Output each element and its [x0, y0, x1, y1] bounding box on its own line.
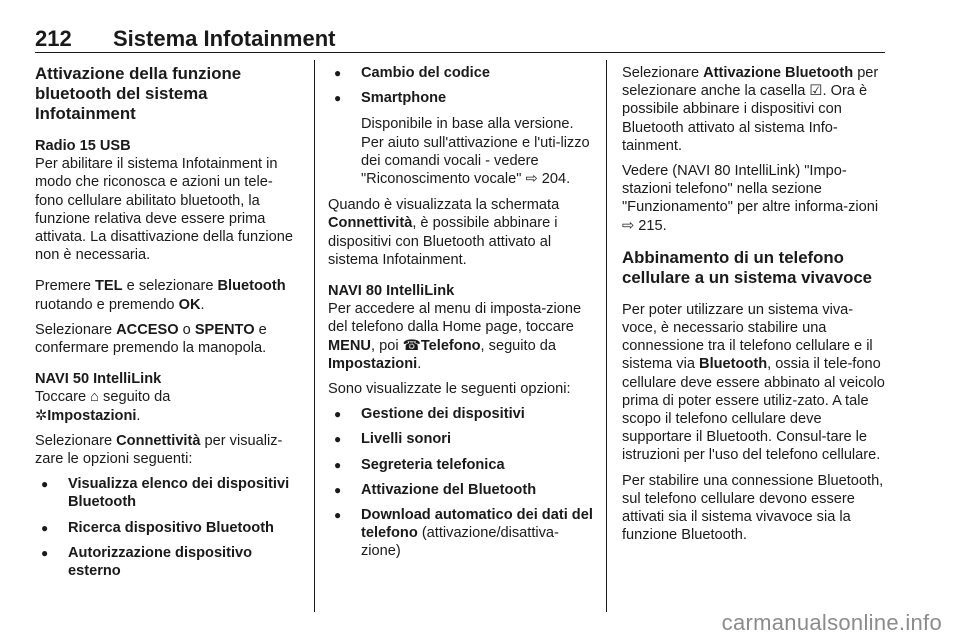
- list-item: ● Download automatico dei dati del telefono (attivazione/disattiva-zione): [328, 506, 594, 561]
- column-1: [35, 64, 300, 588]
- section-heading-pairing: Abbinamento di un telefono cellulare a un sistema vivavoce: [622, 247, 872, 287]
- phone-icon: ☎: [402, 337, 421, 354]
- paragraph: Per abilitare il sistema Infotainment in modo che riconosca e azioni un tele-fono cellulare abilitato bluetooth, la funzione relativa deve essere prima attivata. La disattivazione della funzione non è necessaria.: [35, 156, 293, 264]
- list-item: ● Livelli sonori: [328, 430, 594, 448]
- list-item: ● Attivazione del Bluetooth: [328, 481, 594, 499]
- key-ok: OK: [178, 296, 201, 313]
- list-item: ● Smartphone: [328, 89, 594, 107]
- column-divider-2: [606, 60, 607, 612]
- options-list: [328, 405, 594, 560]
- smartphone-note: Disponibile in base alla versione. Per aiuto sull'attivazione e l'uti-lizzo dei comandi vocali - vedere "Riconoscimento vocale" ⇨ 204.: [361, 116, 590, 188]
- paragraph: Selezionare Connettività per visualiz-zare le opzioni seguenti:: [35, 432, 283, 468]
- home-icon: ⌂: [90, 389, 99, 406]
- list-item: ● Autorizzazione dispositivo esterno: [35, 544, 300, 580]
- paragraph: Toccare ⌂ seguito da ✲Impostazioni.: [35, 389, 171, 424]
- menu-bluetooth: Bluetooth: [217, 278, 286, 295]
- column-2: [328, 64, 594, 569]
- subheading-navi80: NAVI 80 IntelliLink: [328, 283, 455, 300]
- page-number: 212: [35, 26, 72, 51]
- paragraph: Premere TEL e selezionare Bluetooth ruotando e premendo OK.: [35, 278, 286, 313]
- bullet-list: [35, 475, 300, 580]
- paragraph: Selezionare Attivazione Bluetooth per selezionare anche la casella ☑. Ora è possibile abbinare i dispositivi con Bluetooth attivato al sistema Info-tainment.: [622, 65, 879, 154]
- bullet-list: [328, 64, 594, 107]
- paragraph: Per stabilire una connessione Bluetooth, sul telefono cellulare devono essere attivati sia il sistema vivavoce sia la funzione Bluetooth.: [622, 472, 884, 544]
- list-item: ● Visualizza elenco dei dispositivi Bluetooth: [35, 475, 300, 511]
- section-heading-bluetooth: Attivazione della funzione bluetooth del sistema Infotainment: [35, 64, 242, 123]
- column-divider-1: [314, 60, 315, 612]
- subheading-radio: Radio 15 USB: [35, 138, 131, 154]
- list-item: ● Segreteria telefonica: [328, 456, 594, 474]
- subheading-navi50: NAVI 50 IntelliLink: [35, 371, 162, 388]
- paragraph: Sono visualizzate le seguenti opzioni:: [328, 381, 571, 398]
- paragraph: Vedere (NAVI 80 IntelliLink) "Impo-stazioni telefono" nella sezione "Funzionamento" per altre informa-zioni ⇨ 215.: [622, 163, 879, 234]
- watermark: carmanualsonline.info: [721, 610, 942, 635]
- list-item: ● Ricerca dispositivo Bluetooth: [35, 519, 300, 537]
- key-tel: TEL: [95, 278, 123, 295]
- list-item: ● Gestione dei dispositivi: [328, 405, 594, 423]
- paragraph: Quando è visualizzata la schermata Connettività, è possibile abbinare i dispositivi con Bluetooth attivato al sistema Infotainment.: [328, 197, 560, 268]
- header-rule: [35, 52, 885, 53]
- paragraph: Per poter utilizzare un sistema viva-voce, è necessario stabilire una connessione tra il telefono cellulare e il sistema via Bluetooth, ossia il tele-fono cellulare deve essere abbinato al veicolo prima di poter essere utiliz-zato. A tale scopo il telefono cellulare deve supportare il Bluetooth. Consul-tare le istruzioni per l'uso del telefono cellulare.: [622, 301, 885, 464]
- list-item: ● Cambio del codice: [328, 64, 594, 82]
- page-header: [35, 26, 885, 52]
- column-3: [622, 64, 888, 551]
- gear-icon: ✲: [35, 407, 48, 424]
- paragraph: Selezionare ACCESO o SPENTO e confermare premendo la manopola.: [35, 321, 267, 357]
- paragraph: Per accedere al menu di imposta-zione del telefono dalla Home page, toccare MENU, poi ☎Telefono, seguito da Impostazioni.: [328, 301, 582, 372]
- page-title: Sistema Infotainment: [113, 26, 336, 51]
